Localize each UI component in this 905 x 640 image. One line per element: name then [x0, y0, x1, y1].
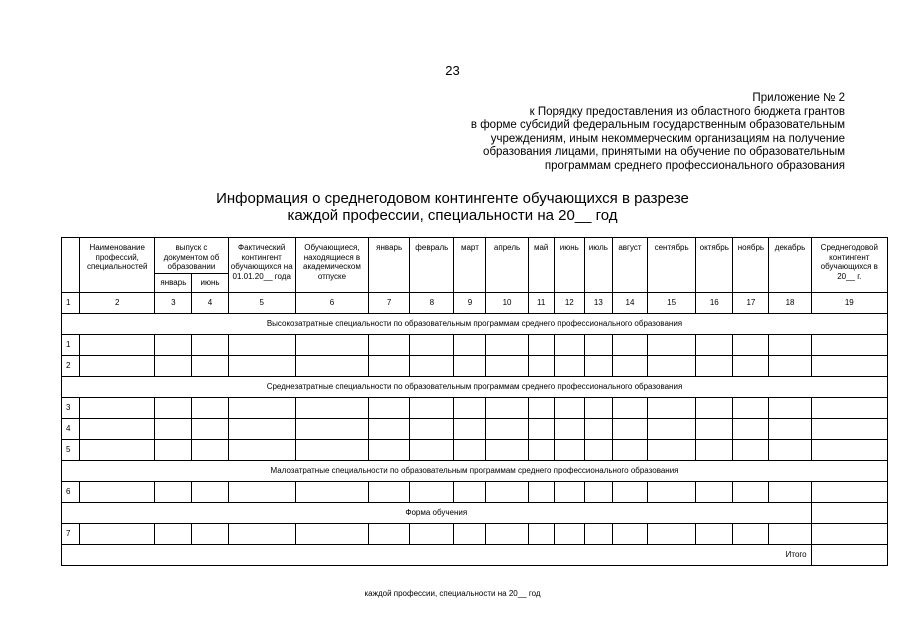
column-number: 18 [769, 293, 811, 314]
table-cell[interactable] [612, 356, 647, 377]
table-cell[interactable] [554, 398, 584, 419]
column-number: 17 [733, 293, 769, 314]
table-cell[interactable] [554, 440, 584, 461]
table-cell[interactable] [155, 440, 192, 461]
table-cell[interactable] [486, 482, 528, 503]
header-month-jun: июнь [554, 238, 584, 293]
appendix-line: к Порядку предоставления из областного бюджета грантов [529, 105, 845, 118]
table-cell[interactable] [486, 524, 528, 545]
table-cell[interactable] [486, 440, 528, 461]
table-cell[interactable] [295, 440, 368, 461]
column-number: 16 [696, 293, 733, 314]
column-number: 6 [295, 293, 368, 314]
table-cell[interactable] [369, 356, 410, 377]
table-cell[interactable] [612, 335, 647, 356]
table-cell[interactable] [369, 398, 410, 419]
table-cell[interactable] [696, 482, 733, 503]
table-cell[interactable] [410, 356, 454, 377]
table-cell[interactable] [369, 482, 410, 503]
table-cell[interactable] [696, 419, 733, 440]
header-academic-leave: Обучающиеся, находящиеся в академическом отпуске [295, 238, 368, 293]
header-month-nov: ноябрь [733, 238, 769, 293]
table-cell[interactable] [192, 335, 228, 356]
table-cell[interactable] [584, 440, 612, 461]
table-cell[interactable] [228, 398, 295, 419]
header-row-number [62, 238, 80, 293]
table-cell[interactable] [584, 356, 612, 377]
total-value-cell[interactable] [811, 545, 887, 566]
table-cell[interactable] [733, 398, 769, 419]
table-cell[interactable] [80, 482, 155, 503]
table-cell[interactable] [769, 335, 811, 356]
column-number: 9 [454, 293, 486, 314]
table-cell[interactable] [733, 356, 769, 377]
column-number: 2 [80, 293, 155, 314]
table-row [62, 356, 888, 377]
table-cell[interactable] [612, 419, 647, 440]
table-cell[interactable] [811, 335, 887, 356]
table-cell[interactable] [80, 524, 155, 545]
column-number: 12 [554, 293, 584, 314]
table-cell[interactable] [410, 440, 454, 461]
table-cell[interactable] [410, 524, 454, 545]
appendix-line: учреждениям, иным некоммерческим организациям на получение [490, 132, 845, 145]
table-cell[interactable] [410, 398, 454, 419]
header-month-apr: апрель [486, 238, 528, 293]
table-cell[interactable] [295, 335, 368, 356]
table-cell[interactable] [811, 440, 887, 461]
table-row [62, 335, 888, 356]
header-name: Наименование профессий, специальностей [80, 238, 155, 293]
table-cell[interactable] [295, 524, 368, 545]
table-row [62, 524, 888, 545]
contingent-table [61, 237, 888, 566]
table-cell[interactable] [155, 482, 192, 503]
column-number: 14 [612, 293, 647, 314]
header-actual-contingent: Фактический контингент обучающихся на 01.01.20__ года [228, 238, 295, 293]
column-number: 8 [410, 293, 454, 314]
table-cell[interactable] [769, 482, 811, 503]
column-number: 10 [486, 293, 528, 314]
table-cell[interactable] [80, 398, 155, 419]
table-cell[interactable] [486, 356, 528, 377]
table-cell[interactable] [811, 482, 887, 503]
table-cell[interactable] [648, 398, 696, 419]
header-month-may: май [528, 238, 554, 293]
table-cell[interactable] [80, 335, 155, 356]
table-cell[interactable] [295, 398, 368, 419]
table-cell[interactable] [528, 440, 554, 461]
header-average-contingent: Среднегодовой контингент обучающихся в 20__ г. [811, 238, 887, 293]
column-number-row [62, 293, 888, 314]
table-cell[interactable] [584, 482, 612, 503]
table-cell[interactable] [228, 482, 295, 503]
table-cell[interactable] [454, 524, 486, 545]
table-cell[interactable] [528, 356, 554, 377]
table-cell[interactable] [811, 356, 887, 377]
table-row [62, 482, 888, 503]
table-cell[interactable] [769, 440, 811, 461]
table-cell[interactable] [192, 524, 228, 545]
table-cell[interactable] [554, 356, 584, 377]
table-cell[interactable] [648, 356, 696, 377]
row-number: 2 [62, 356, 80, 377]
table-cell[interactable] [584, 335, 612, 356]
column-number: 7 [369, 293, 410, 314]
table-cell[interactable] [454, 335, 486, 356]
table-cell[interactable] [811, 524, 887, 545]
table-cell[interactable] [192, 440, 228, 461]
table-cell[interactable] [584, 419, 612, 440]
section-title-mid-cost: Среднезатратные специальности по образовательным программам среднего профессионального образования [62, 377, 888, 398]
row-number: 7 [62, 524, 80, 545]
table-cell[interactable] [612, 482, 647, 503]
header-month-dec: декабрь [769, 238, 811, 293]
table-cell[interactable] [155, 335, 192, 356]
header-month-sep: сентябрь [648, 238, 696, 293]
table-cell[interactable] [811, 419, 887, 440]
table-cell[interactable] [295, 356, 368, 377]
column-number: 3 [155, 293, 192, 314]
header-month-oct: октябрь [696, 238, 733, 293]
section-title-study-form: Форма обучения [62, 503, 812, 524]
table-cell[interactable] [769, 524, 811, 545]
row-number: 6 [62, 482, 80, 503]
row-number: 1 [62, 335, 80, 356]
title-line-1: Информация о среднегодовом контингенте обучающихся в разрезе [216, 190, 689, 207]
column-number: 5 [228, 293, 295, 314]
table-cell[interactable] [295, 482, 368, 503]
table-cell[interactable] [696, 335, 733, 356]
table-cell[interactable] [486, 335, 528, 356]
column-number: 15 [648, 293, 696, 314]
table-cell[interactable] [696, 440, 733, 461]
table-cell[interactable] [192, 356, 228, 377]
column-number: 1 [62, 293, 80, 314]
table-cell[interactable] [528, 398, 554, 419]
table-cell[interactable] [769, 419, 811, 440]
table-cell[interactable] [554, 524, 584, 545]
appendix-line: образования лицами, принятыми на обучение по образовательным [483, 146, 845, 158]
total-label: Итого [62, 545, 812, 566]
table-row [62, 440, 888, 461]
table-cell[interactable] [486, 398, 528, 419]
header-month-mar: март [454, 238, 486, 293]
table-cell[interactable] [696, 398, 733, 419]
table-cell[interactable] [584, 524, 612, 545]
table-cell[interactable] [811, 398, 887, 419]
header-graduation: выпуск с документом об образовании [155, 238, 228, 274]
document-title [0, 190, 905, 224]
table-cell[interactable] [528, 482, 554, 503]
table-cell[interactable] [80, 419, 155, 440]
total-row [62, 545, 888, 566]
table-cell[interactable] [733, 524, 769, 545]
section-title-low-cost: Малозатратные специальности по образовательным программам среднего профессионального образования [62, 461, 888, 482]
table-cell[interactable] [454, 356, 486, 377]
table-cell[interactable] [410, 482, 454, 503]
table-cell[interactable] [811, 503, 887, 524]
table-cell[interactable] [554, 419, 584, 440]
section-row-high-cost [62, 314, 888, 335]
table-cell[interactable] [228, 440, 295, 461]
table-cell[interactable] [554, 335, 584, 356]
table-cell[interactable] [648, 482, 696, 503]
table-cell[interactable] [454, 482, 486, 503]
table-cell[interactable] [486, 419, 528, 440]
appendix-line: Приложение № 2 [752, 92, 845, 104]
section-title-high-cost: Высокозатратные специальности по образовательным программам среднего профессионального образования [62, 314, 888, 335]
table-cell[interactable] [454, 440, 486, 461]
table-cell[interactable] [80, 440, 155, 461]
appendix-block [425, 92, 845, 173]
column-number: 11 [528, 293, 554, 314]
table-cell[interactable] [554, 482, 584, 503]
column-number: 19 [811, 293, 887, 314]
table-cell[interactable] [369, 440, 410, 461]
appendix-line: в форме субсидий федеральным государственным образовательным [470, 119, 845, 131]
table-cell[interactable] [155, 398, 192, 419]
row-number: 4 [62, 419, 80, 440]
header-graduation-jun: июнь [192, 274, 228, 293]
table-cell[interactable] [696, 356, 733, 377]
footer-text: каждой профессии, специальности на 20__ год [364, 589, 541, 598]
table-cell[interactable] [648, 419, 696, 440]
table-cell[interactable] [155, 524, 192, 545]
header-month-aug: август [612, 238, 647, 293]
header-row [62, 238, 888, 274]
table-cell[interactable] [410, 419, 454, 440]
header-month-feb: февраль [410, 238, 454, 293]
row-number: 3 [62, 398, 80, 419]
table-cell[interactable] [769, 398, 811, 419]
table-cell[interactable] [733, 440, 769, 461]
table-cell[interactable] [295, 419, 368, 440]
table-cell[interactable] [228, 524, 295, 545]
table-cell[interactable] [769, 356, 811, 377]
table-cell[interactable] [612, 440, 647, 461]
table-cell[interactable] [155, 419, 192, 440]
table-cell[interactable] [733, 419, 769, 440]
table-cell[interactable] [155, 356, 192, 377]
table-row [62, 419, 888, 440]
table-cell[interactable] [454, 419, 486, 440]
section-row-study-form [62, 503, 888, 524]
appendix-line: программам среднего профессионального образования [544, 159, 845, 172]
table-cell[interactable] [648, 335, 696, 356]
table-cell[interactable] [612, 524, 647, 545]
table-cell[interactable] [612, 398, 647, 419]
table-cell[interactable] [410, 335, 454, 356]
table-cell[interactable] [192, 398, 228, 419]
table-cell[interactable] [369, 524, 410, 545]
table-cell[interactable] [369, 335, 410, 356]
table-cell[interactable] [228, 419, 295, 440]
page-number: 23 [445, 63, 460, 78]
table-cell[interactable] [584, 398, 612, 419]
table-cell[interactable] [733, 335, 769, 356]
header-month-jul: июль [584, 238, 612, 293]
table-row [62, 398, 888, 419]
header-month-jan: январь [369, 238, 410, 293]
table-cell[interactable] [228, 356, 295, 377]
header-graduation-jan: январь [155, 274, 192, 293]
table-cell[interactable] [80, 356, 155, 377]
table-cell[interactable] [228, 335, 295, 356]
table-cell[interactable] [192, 482, 228, 503]
table-cell[interactable] [733, 482, 769, 503]
table-cell[interactable] [528, 419, 554, 440]
title-line-2: каждой профессии, специальности на 20__ год [287, 207, 618, 224]
table-cell[interactable] [528, 524, 554, 545]
column-number: 13 [584, 293, 612, 314]
section-row-mid-cost [62, 377, 888, 398]
row-number: 5 [62, 440, 80, 461]
table-cell[interactable] [192, 419, 228, 440]
table-cell[interactable] [648, 440, 696, 461]
table-cell[interactable] [369, 419, 410, 440]
table-cell[interactable] [648, 524, 696, 545]
table-cell[interactable] [454, 398, 486, 419]
section-row-low-cost [62, 461, 888, 482]
table-cell[interactable] [528, 335, 554, 356]
column-number: 4 [192, 293, 228, 314]
table-cell[interactable] [696, 524, 733, 545]
